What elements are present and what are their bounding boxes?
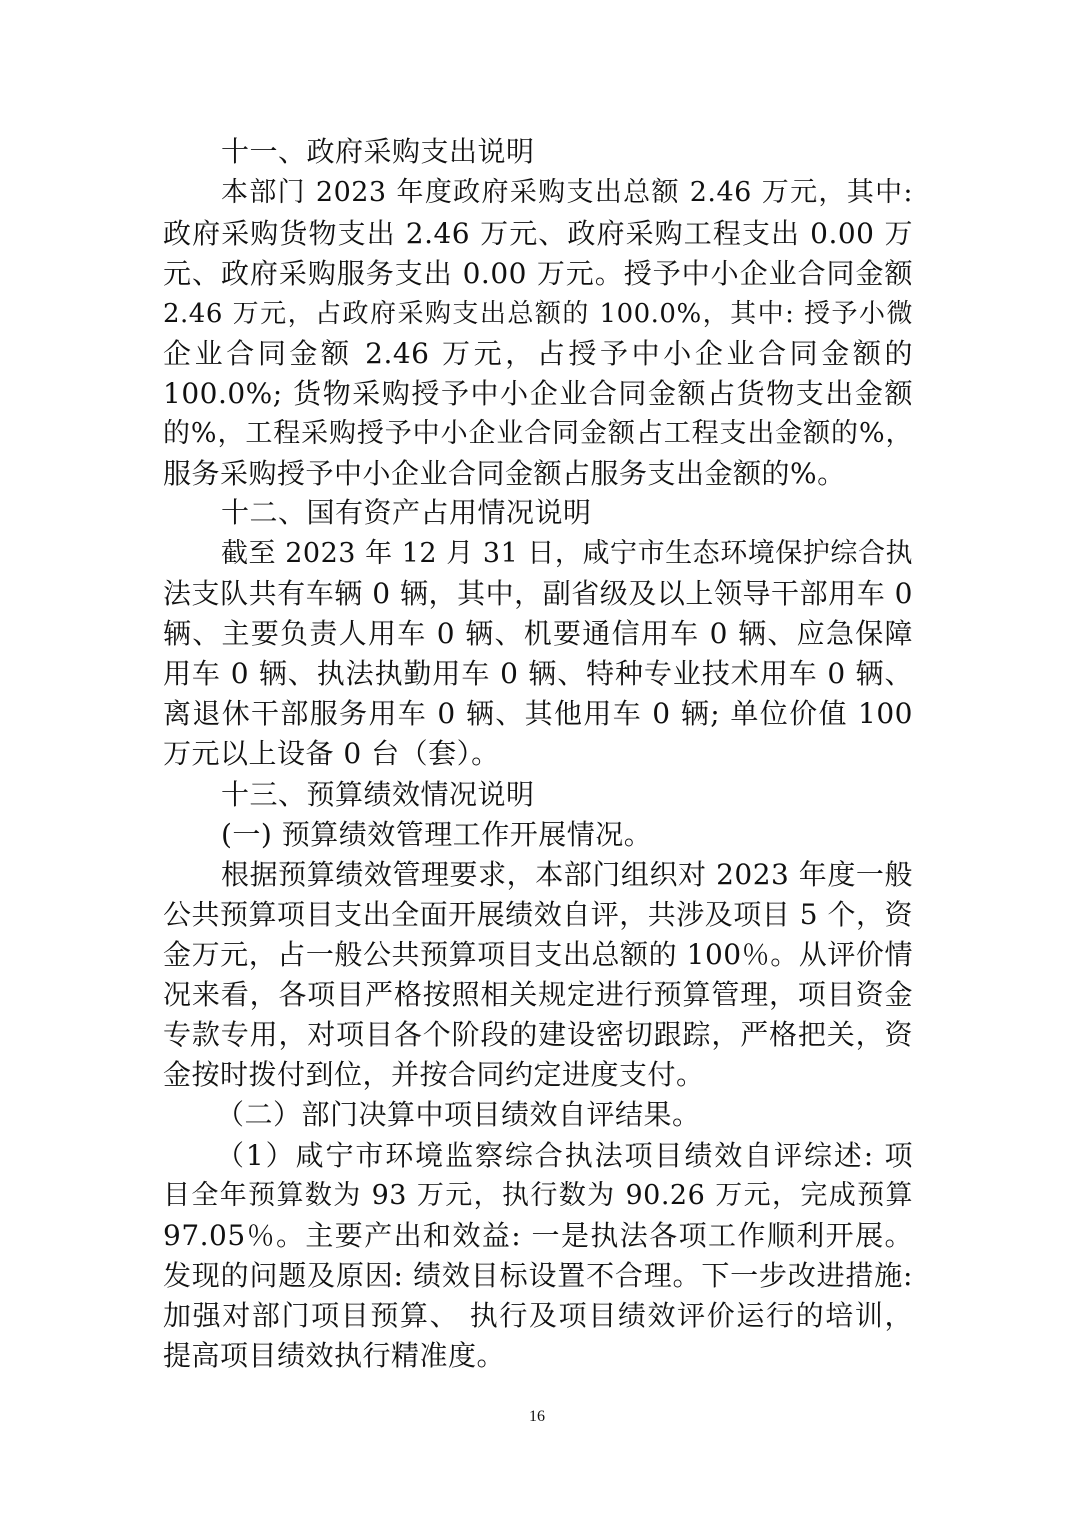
paragraph-line: 用车 0 辆、执法执勤用车 0 辆、特种专业技术用车 0 辆、 [163, 657, 913, 690]
paragraph-line: 法支队共有车辆 0 辆，其中，副省级及以上领导干部用车 0 [163, 577, 913, 610]
paragraph-line: 本部门 2023 年度政府采购支出总额 2.46 万元，其中: [221, 177, 913, 208]
paragraph-line: 公共预算项目支出全面开展绩效自评，共涉及项目 5 个，资 [163, 898, 913, 931]
paragraph-line: 100.0%; 货物采购授予中小企业合同金额占货物支出金额 [163, 377, 913, 410]
paragraph-line: 提高项目绩效执行精准度。 [163, 1339, 506, 1372]
paragraph-line: 2.46 万元，占政府采购支出总额的 100.0%，其中: 授予小微 [163, 299, 913, 329]
paragraph-line: 政府采购货物支出 2.46 万元、政府采购工程支出 0.00 万 [163, 217, 913, 250]
paragraph-line: 专款专用，对项目各个阶段的建设密切跟踪，严格把关，资 [163, 1018, 913, 1051]
paragraph-line: 金按时拨付到位，并按合同约定进度支付。 [163, 1058, 705, 1091]
paragraph-line: 万元以上设备 0 台（套）。 [163, 737, 500, 770]
paragraph-line: 元、政府采购服务支出 0.00 万元。授予中小企业合同金额 [163, 257, 913, 290]
section-heading-government-procurement: 十一、政府采购支出说明 [221, 135, 535, 168]
paragraph-line: 97.05％。主要产出和效益: 一是执法各项工作顺利开展。 [163, 1219, 913, 1252]
subheading-line: （二）部门决算中项目绩效自评结果。 [216, 1098, 701, 1131]
subheading-line: (一) 预算绩效管理工作开展情况。 [221, 818, 653, 851]
paragraph-line: 企业合同金额 2.46 万元，占授予中小企业合同金额的 [163, 337, 913, 370]
paragraph-line: 况来看，各项目严格按照相关规定进行预算管理，项目资金 [163, 978, 913, 1011]
paragraph-line: 发现的问题及原因: 绩效目标设置不合理。下一步改进措施: [163, 1259, 913, 1292]
paragraph-line: 加强对部门项目预算、 执行及项目绩效评价运行的培训， [163, 1299, 913, 1332]
paragraph-line: 目全年预算数为 93 万元，执行数为 90.26 万元，完成预算 [163, 1180, 913, 1211]
section-heading-state-assets: 十二、国有资产占用情况说明 [221, 496, 592, 529]
paragraph-line: 服务采购授予中小企业合同金额占服务支出金额的%。 [163, 457, 846, 490]
paragraph-line: 离退休干部服务用车 0 辆、其他用车 0 辆; 单位价值 100 [163, 697, 913, 730]
paragraph-line: 根据预算绩效管理要求，本部门组织对 2023 年度一般 [221, 858, 913, 891]
paragraph-line: 的%，工程采购授予中小企业合同金额占工程支出金额的%， [163, 418, 913, 449]
paragraph-line: （1）咸宁市环境监察综合执法项目绩效自评综述: 项 [216, 1139, 913, 1172]
section-heading-budget-performance: 十三、预算绩效情况说明 [221, 778, 535, 811]
paragraph-line: 金万元，占一般公共预算项目支出总额的 100％。从评价情 [163, 938, 913, 971]
page-number: 16 [529, 1408, 545, 1425]
paragraph-line: 截至 2023 年 12 月 31 日，咸宁市生态环境保护综合执 [221, 538, 913, 569]
paragraph-line: 辆、主要负责人用车 0 辆、机要通信用车 0 辆、应急保障 [163, 617, 913, 650]
